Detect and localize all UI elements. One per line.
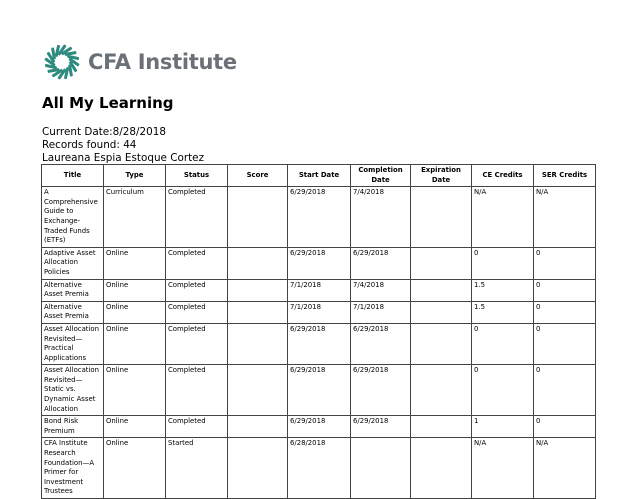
table-cell: 7/1/2018 [351, 301, 411, 323]
table-cell: 0 [472, 365, 534, 416]
column-header: CE Credits [472, 165, 534, 187]
column-header: Status [166, 165, 228, 187]
table-cell: 6/29/2018 [288, 416, 351, 438]
table-cell: Bond Risk Premium [42, 416, 104, 438]
table-cell [228, 301, 288, 323]
column-header: Completion Date [351, 165, 411, 187]
table-cell: Completed [166, 365, 228, 416]
table-cell [351, 438, 411, 499]
table-cell: Online [104, 279, 166, 301]
table-cell [228, 323, 288, 364]
table-cell: Online [104, 438, 166, 499]
table-cell: Online [104, 416, 166, 438]
column-header: Title [42, 165, 104, 187]
table-cell: N/A [534, 187, 596, 248]
table-cell [228, 247, 288, 279]
table-row [42, 438, 596, 499]
table-cell: Completed [166, 301, 228, 323]
table-cell: 6/29/2018 [351, 323, 411, 364]
column-header: Start Date [288, 165, 351, 187]
table-cell [411, 279, 472, 301]
table-cell [228, 365, 288, 416]
table-cell: 7/4/2018 [351, 187, 411, 248]
table-cell: Completed [166, 279, 228, 301]
table-cell: 6/29/2018 [288, 365, 351, 416]
table-cell [228, 438, 288, 499]
table-row [42, 416, 596, 438]
table-cell [228, 187, 288, 248]
table-cell [228, 416, 288, 438]
table-row [42, 247, 596, 279]
table-cell: 0 [534, 247, 596, 279]
table-cell: Completed [166, 187, 228, 248]
table-cell: 6/29/2018 [351, 247, 411, 279]
table-cell: 1.5 [472, 279, 534, 301]
table-cell: N/A [472, 438, 534, 499]
table-cell [411, 323, 472, 364]
table-cell: N/A [534, 438, 596, 499]
table-cell: 6/29/2018 [288, 187, 351, 248]
table-cell: 0 [534, 279, 596, 301]
table-cell: 0 [472, 247, 534, 279]
table-cell: Online [104, 247, 166, 279]
table-cell: 1 [472, 416, 534, 438]
table-cell: 6/29/2018 [351, 416, 411, 438]
table-cell: 6/29/2018 [288, 323, 351, 364]
table-cell [411, 301, 472, 323]
column-header: Type [104, 165, 166, 187]
table-cell: Online [104, 301, 166, 323]
logo-text: CFA Institute [88, 50, 237, 74]
table-cell: 7/1/2018 [288, 301, 351, 323]
table-cell: 0 [534, 301, 596, 323]
table-cell: Completed [166, 247, 228, 279]
table-cell [411, 416, 472, 438]
table-cell: N/A [472, 187, 534, 248]
table-cell: Asset Allocation Revisited—Practical Applications [42, 323, 104, 364]
table-cell [228, 279, 288, 301]
table-cell: 0 [472, 323, 534, 364]
table-cell: 1.5 [472, 301, 534, 323]
table-cell: 7/1/2018 [288, 279, 351, 301]
table-cell [411, 247, 472, 279]
table-cell: Completed [166, 416, 228, 438]
table-cell: Completed [166, 323, 228, 364]
column-header: SER Credits [534, 165, 596, 187]
table-cell: A Comprehensive Guide to Exchange-Traded Funds (ETFs) [42, 187, 104, 248]
table-cell: 6/29/2018 [351, 365, 411, 416]
table-cell: Started [166, 438, 228, 499]
table-cell: 0 [534, 323, 596, 364]
table-cell [411, 365, 472, 416]
table-cell: Alternative Asset Premia [42, 279, 104, 301]
cfa-logo [42, 42, 237, 82]
table-cell: Adaptive Asset Allocation Policies [42, 247, 104, 279]
table-cell: 0 [534, 365, 596, 416]
table-cell: CFA Institute Research Foundation—A Primer for Investment Trustees [42, 438, 104, 499]
table-cell: 0 [534, 416, 596, 438]
person-name: Laureana Espia Estoque Cortez [42, 152, 205, 164]
column-header: Score [228, 165, 288, 187]
table-row [42, 187, 596, 248]
table-cell: 7/4/2018 [351, 279, 411, 301]
table-cell: Online [104, 365, 166, 416]
learning-table [41, 164, 596, 499]
table-cell: Asset Allocation Revisited—Static vs. Dynamic Asset Allocation [42, 365, 104, 416]
column-header: Expiration Date [411, 165, 472, 187]
table-cell: Curriculum [104, 187, 166, 248]
table-cell: Online [104, 323, 166, 364]
table-header-row [42, 165, 596, 187]
current-date: Current Date:8/28/2018 [42, 126, 166, 138]
records-found: Records found: 44 [42, 139, 137, 151]
table-row [42, 365, 596, 416]
table-cell: Alternative Asset Premia [42, 301, 104, 323]
table-row [42, 279, 596, 301]
table-row [42, 301, 596, 323]
cfa-globe-icon [42, 42, 82, 82]
page-title: All My Learning [42, 94, 174, 112]
table-cell [411, 438, 472, 499]
table-cell: 6/28/2018 [288, 438, 351, 499]
table-row [42, 323, 596, 364]
table-cell: 6/29/2018 [288, 247, 351, 279]
table-cell [411, 187, 472, 248]
